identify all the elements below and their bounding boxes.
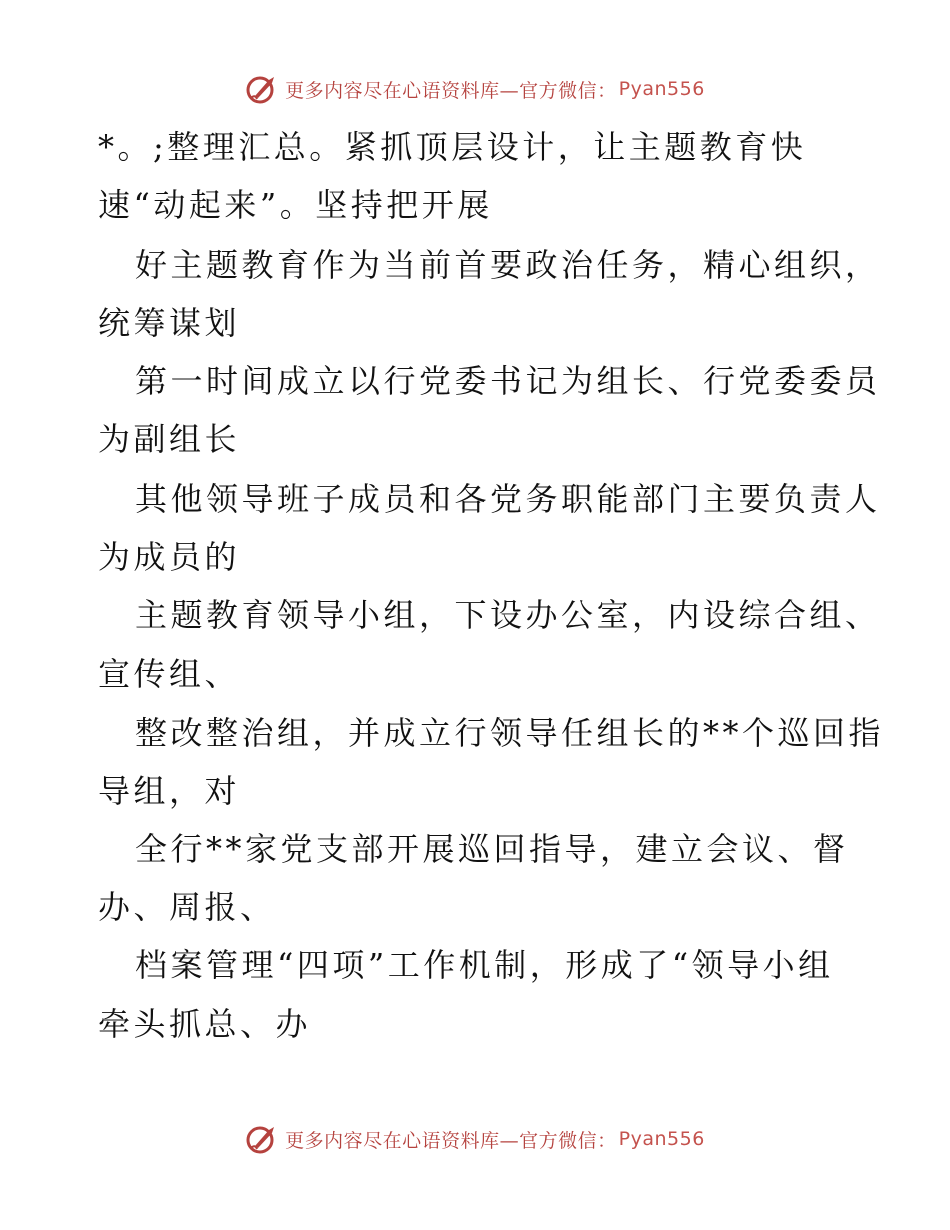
text-line: 办、周报、: [98, 888, 276, 926]
text-line: 好主题教育作为当前首要政治任务，精心组织，: [135, 246, 881, 284]
watermark-wechat-id: Pyan556: [618, 78, 705, 100]
text-line: *。;整理汇总。紧抓顶层设计，让主题教育快: [98, 128, 807, 166]
text-line: 导组，对: [98, 772, 241, 810]
watermark-wechat-id: Pyan556: [618, 1128, 705, 1150]
text-line: 主题教育领导小组，下设办公室，内设综合组、: [135, 596, 881, 634]
text-line: 牵头抓总、办: [98, 1005, 312, 1043]
watermark-text: 更多内容尽在心语资料库—官方微信：: [285, 79, 617, 102]
text-line: 整改整治组，并成立行领导任组长的**个巡回指: [135, 714, 885, 752]
pen-nib-logo-icon: [245, 72, 279, 106]
header-watermark: [0, 72, 950, 106]
text-line: 第一时间成立以行党委书记为组长、行党委委员: [135, 362, 881, 400]
text-line: 统筹谋划: [98, 304, 241, 342]
text-line: 为成员的: [98, 538, 241, 576]
footer-watermark: [0, 1122, 950, 1156]
text-line: 为副组长: [98, 420, 241, 458]
text-line: 档案管理“四项”工作机制，形成了“领导小组: [135, 946, 834, 984]
watermark-text: 更多内容尽在心语资料库—官方微信：: [285, 1129, 617, 1152]
text-line: 全行**家党支部开展巡回指导，建立会议、督: [135, 830, 849, 868]
text-line: 宣传组、: [98, 655, 241, 693]
pen-nib-logo-icon: [245, 1122, 279, 1156]
text-line: 速“动起来”。坚持把开展: [98, 186, 493, 224]
text-line: 其他领导班子成员和各党务职能部门主要负责人: [135, 480, 881, 518]
